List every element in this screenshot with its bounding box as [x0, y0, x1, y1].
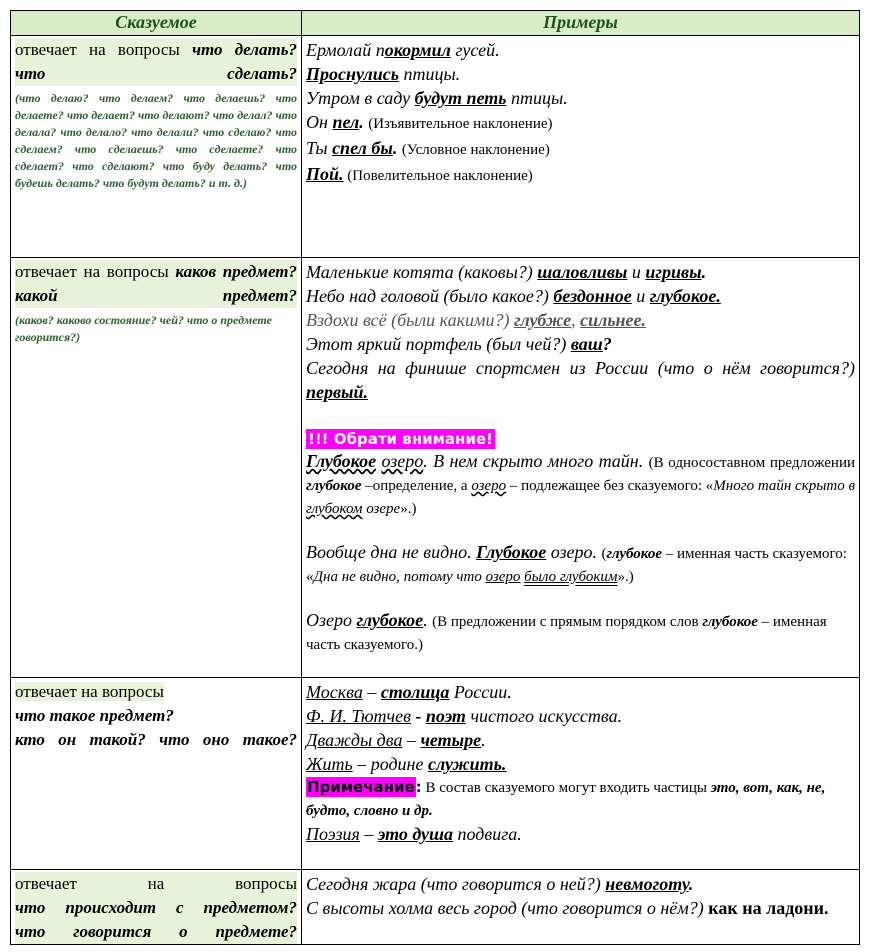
note-paragraph: Глубокое озеро. В нем скрыто много тайн. (В односоставном предложении глубокое –определение, а озеро – подлежащее без сказуемого: «Много тайн скрыто в глубоком озере».): [306, 451, 856, 517]
example-line: Сегодня на финише спортсмен из России (что о нём говорится?) первый.: [306, 358, 855, 402]
question-variants: (что делаю? что делаем? что делаешь? что делаете? что делает? что делают? что делал? что делала? что делало? что делали? что сделаю? что сделаем? что сделаешь? что сделаете? что сделает? что сделают? что буду делать? что будешь делать? что будут делать? и т. д.): [15, 91, 297, 190]
table-row: [11, 678, 860, 870]
note-paragraph: Озеро глубокое. (В предложении с прямым порядком слов глубокое – именная часть сказуемого.): [306, 610, 827, 653]
examples-cell: [302, 870, 860, 945]
question-lead: отвечает на вопросы что такое предмет? кто он такой? что оно такое?: [15, 682, 297, 749]
header-predicate: Сказуемое: [11, 11, 302, 36]
predicate-cell: [11, 36, 302, 258]
example-line: Дважды два – четыре.: [306, 730, 486, 750]
predicate-cell: [11, 870, 302, 945]
example-line: Небо над головой (было какое?) бездонное и глубокое.: [306, 286, 721, 306]
table-row: [11, 870, 860, 945]
example-line: Ермолай покормил гусей.: [306, 40, 500, 60]
example-line: Он пел. (Изъявительное наклонение): [306, 112, 553, 132]
attention-label: !!! Обрати внимание!: [308, 430, 493, 448]
example-line: Поэзия – это душа подвига.: [306, 824, 522, 844]
example-line: Маленькие котята (каковы?) шаловливы и игривы.: [306, 262, 707, 282]
example-line: Жить – родине служить.: [306, 754, 507, 774]
note-paragraph: Вообще дна не видно. Глубокое озеро. (глубокое – именная часть сказуемого: «Дна не видно, потому что озеро было глубоким».): [306, 542, 847, 585]
predicate-cell: [11, 678, 302, 870]
example-line: Ф. И. Тютчев - поэт чистого искусства.: [306, 706, 623, 726]
example-line: Пой. (Повелительное наклонение): [306, 164, 533, 184]
note-label: Примечание: [307, 778, 415, 796]
example-line: Москва – столица России.: [306, 682, 512, 702]
question-lead: отвечает на вопросы что делать? что сделать?: [15, 38, 297, 86]
example-line: С высоты холма весь город (что говорится о нём?) как на ладони.: [306, 898, 829, 918]
example-line: Утром в саду будут петь птицы.: [306, 88, 568, 108]
example-line: Ты спел бы. (Условное наклонение): [306, 138, 550, 158]
predicate-table: [10, 10, 860, 945]
table-row: [11, 258, 860, 678]
note-paragraph: Примечание: В состав сказуемого могут входить частицы это, вот, как, не, будто, словно и др.: [306, 776, 826, 819]
header-examples: Примеры: [302, 11, 860, 36]
header-row: [11, 11, 860, 36]
example-line: Проснулись птицы.: [306, 64, 461, 84]
question-lead: отвечает на вопросы каков предмет? какой предмет?: [15, 260, 297, 308]
examples-cell: [302, 678, 860, 870]
predicate-cell: [11, 258, 302, 678]
table-row: [11, 36, 860, 258]
example-line: Вздохи всё (были какими?) глубже, сильнее.: [306, 310, 647, 330]
examples-cell: [302, 36, 860, 258]
question-variants: (каков? каково состояние? чей? что о предмете говорится?): [15, 313, 272, 344]
example-line: Сегодня жара (что говорится о ней?) невмоготу.: [306, 874, 694, 894]
example-line: Этот яркий портфель (был чей?) ваш?: [306, 334, 612, 354]
examples-cell: [302, 258, 860, 678]
question-lead: отвечает на вопросы что происходит с предметом? что говорится о предмете?: [15, 872, 297, 944]
